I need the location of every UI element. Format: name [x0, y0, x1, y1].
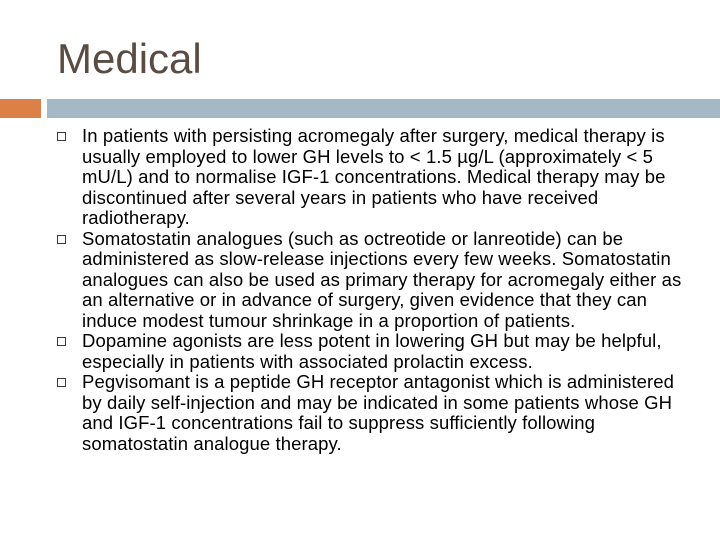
hollow-square-bullet-icon: [57, 378, 66, 387]
slide-title: Medical: [57, 35, 202, 82]
accent-bar-orange: [0, 99, 41, 118]
bullet-text: Somatostatin analogues (such as octreotide or lanreotide) can be administered as slow-release injections every few weeks. Somatostatin analogues can also be used as primary therapy for acromegaly either as an alternative or in advance of surgery, given evidence that they can induce modest tumour shrinkage in a proportion of patients.: [82, 227, 682, 331]
bullet-text: In patients with persisting acromegaly after surgery, medical therapy is usually employed to lower GH levels to < 1.5 µg/L (approximately < 5 mU/L) and to normalise IGF-1 concentrations. Medical therapy may be discontinued after several years in patients who have received radiotherapy.: [82, 125, 666, 228]
bullet-item: [57, 331, 697, 372]
bullet-text: Dopamine agonists are less potent in lowering GH but may be helpful, especially in patients with associated prolactin excess.: [82, 330, 662, 372]
bullet-text: Pegvisomant is a peptide GH receptor antagonist which is administered by daily self-injection and may be indicated in some patients whose GH and IGF-1 concentrations fail to suppress sufficiently following somatostatin analogue therapy.: [82, 371, 675, 454]
bullet-item: [57, 126, 697, 229]
hollow-square-bullet-icon: [57, 337, 66, 346]
bullet-list: [57, 126, 697, 454]
hollow-square-bullet-icon: [57, 132, 66, 141]
hollow-square-bullet-icon: [57, 235, 66, 244]
bullet-item: [57, 229, 697, 332]
accent-bar-blue-gray: [47, 99, 720, 118]
bullet-item: [57, 372, 697, 454]
